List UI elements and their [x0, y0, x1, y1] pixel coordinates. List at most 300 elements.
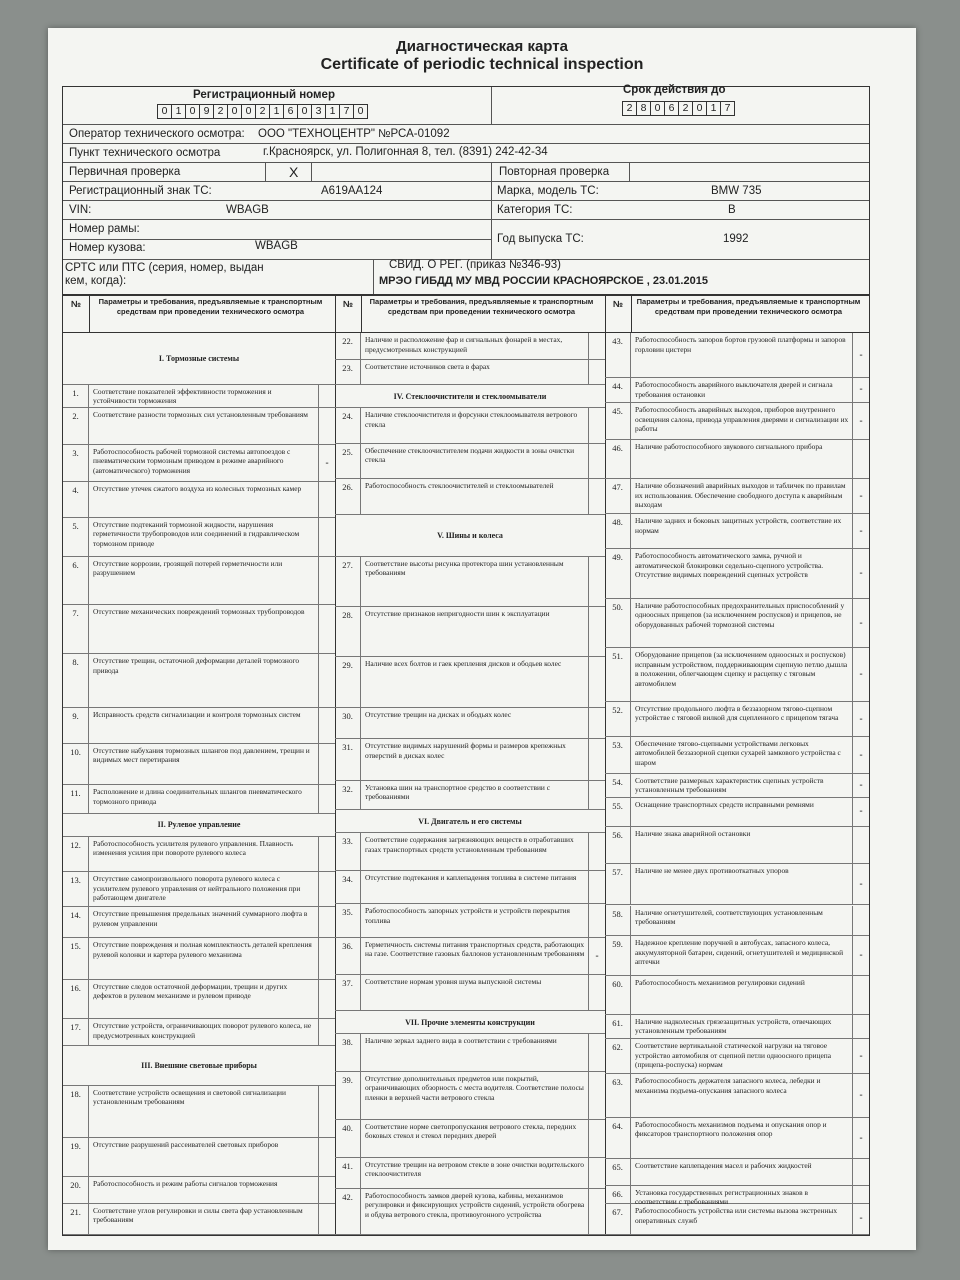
- column-header-number: №: [605, 295, 632, 333]
- item-requirement: Расположение и длина соединительных шлангов пневматического тормозного привода: [93, 787, 302, 806]
- item-mark: [318, 907, 335, 937]
- reg-digit-box: 6: [283, 104, 298, 119]
- item-number: 60.: [605, 976, 631, 1014]
- item-requirement: Отсутствие подтеканий тормозной жидкости, нарушения герметичности трубопроводов или соединений в гидравлическом тормозном приводе: [93, 519, 300, 548]
- item-number: 25.: [335, 444, 361, 479]
- item-number: 8.: [63, 654, 89, 707]
- inspection-item-row: [605, 864, 869, 905]
- item-requirement: Отсутствие признаков непригодности шин к эксплуатации: [365, 609, 550, 619]
- inspection-item-row: [63, 654, 335, 708]
- item-requirement: Отсутствие набухания тормозных шлангов под давлением, трещин и видимых мест перетирания: [93, 745, 310, 765]
- item-requirement: Работоспособность устройства или системы вызова экстренных оперативных служб: [635, 1206, 838, 1225]
- item-number: 12.: [63, 837, 89, 871]
- inspection-item-row: [335, 871, 605, 904]
- item-requirement: Соответствие показателей эффективности торможения и устойчивости торможения: [93, 386, 272, 406]
- item-mark: [318, 385, 335, 407]
- item-mark: [588, 408, 605, 443]
- inspection-item-row: [335, 1189, 605, 1235]
- inspection-item-row: [63, 1138, 335, 1177]
- item-requirement: Работоспособность автоматического замка, ручной и автоматической блокировки седельно-сцепного устройства. Отсутствие видимых повреждений сцепных устройств: [635, 551, 824, 580]
- column-header-title: Параметры и требования, предъявляемые к транспортным средствам при проведении технического осмотра: [636, 297, 861, 316]
- item-requirement: Наличие не менее двух противооткатных упоров: [635, 866, 789, 876]
- item-mark: [318, 518, 335, 556]
- item-mark: [318, 785, 335, 813]
- item-mark: -: [852, 1204, 869, 1234]
- item-mark: [318, 837, 335, 871]
- item-mark: [318, 708, 335, 742]
- section-heading: I. Тормозные системы: [63, 333, 335, 385]
- reg-digit-box: 0: [227, 104, 242, 119]
- valid-digit-box: 8: [636, 101, 651, 116]
- valid-digit-box: 7: [720, 101, 735, 116]
- item-mark: -: [852, 648, 869, 701]
- item-number: 47.: [605, 479, 631, 513]
- inspection-item-row: [605, 798, 869, 827]
- inspection-item-row: [605, 333, 869, 378]
- item-number: 23.: [335, 360, 361, 384]
- item-number: 36.: [335, 938, 361, 975]
- reg-row: [63, 84, 869, 125]
- reg-digit-box: 0: [185, 104, 200, 119]
- item-requirement: Соответствие размерных характеристик сцепных устройств установленным требованиям: [635, 775, 824, 795]
- inspection-item-row: [335, 781, 605, 810]
- vin-row: [63, 201, 869, 220]
- inspection-item-row: [335, 408, 605, 444]
- inspection-item-row: [605, 737, 869, 774]
- item-requirement: Отсутствие механических повреждений тормозных трубопроводов: [93, 606, 305, 616]
- inspection-item-row: [63, 744, 335, 785]
- inspection-items-table: [62, 294, 870, 1236]
- make-label: Марка, модель ТС:: [497, 185, 599, 197]
- column-header: [63, 295, 335, 333]
- item-mark: [852, 976, 869, 1014]
- inspection-item-row: [63, 408, 335, 445]
- item-mark: -: [852, 774, 869, 798]
- item-mark: [318, 557, 335, 604]
- item-mark: [852, 906, 869, 936]
- category-value: B: [728, 204, 736, 216]
- item-mark: -: [852, 549, 869, 597]
- operator-value: ООО "ТЕХНОЦЕНТР" №РСА-01092: [258, 128, 450, 140]
- item-mark: [588, 708, 605, 738]
- item-requirement: Наличие знака аварийной остановки: [635, 829, 751, 839]
- point-row: [63, 144, 869, 163]
- item-number: 5.: [63, 518, 89, 556]
- item-number: 48.: [605, 514, 631, 548]
- item-requirement: Установка государственных регистрационных знаков в соответствии с требованиями: [635, 1187, 808, 1207]
- inspection-item-row: [335, 833, 605, 871]
- item-number: 61.: [605, 1015, 631, 1039]
- item-number: 30.: [335, 708, 361, 738]
- item-requirement: Работоспособность аварийных выходов, приборов внутреннего освещения салона, привода управления дверями и сигнализации их работы: [635, 405, 849, 434]
- item-number: 44.: [605, 378, 631, 402]
- plate-label: Регистрационный знак ТС:: [69, 185, 212, 197]
- item-mark: -: [852, 333, 869, 377]
- item-requirement: Отсутствие трещин, остаточной деформации деталей тормозного привода: [93, 656, 300, 675]
- item-requirement: Наличие зеркал заднего вида в соответствии с требованиями: [365, 1036, 557, 1046]
- item-mark: -: [588, 938, 605, 975]
- column-header: [335, 295, 605, 333]
- item-mark: [588, 333, 605, 359]
- item-requirement: Отсутствие коррозии, грозящей потерей герметичности или разрушением: [93, 558, 283, 578]
- item-number: 18.: [63, 1086, 89, 1137]
- items-column-3: [605, 295, 869, 1235]
- item-mark: [318, 744, 335, 784]
- operator-row: [63, 125, 869, 144]
- item-requirement: Соответствие источников света в фарах: [365, 362, 490, 372]
- reg-digit-box: 2: [213, 104, 228, 119]
- item-number: 22.: [335, 333, 361, 359]
- item-mark: [318, 1086, 335, 1137]
- valid-digit-box: 1: [706, 101, 721, 116]
- item-number: 67.: [605, 1204, 631, 1234]
- inspection-item-row: [605, 514, 869, 549]
- item-mark: -: [852, 936, 869, 974]
- title-en: Certificate of periodic technical inspection: [320, 56, 644, 73]
- reg-digit-box: 0: [353, 104, 368, 119]
- item-requirement: Отсутствие превышения предельных значений суммарного люфта в рулевом управлении: [93, 909, 308, 928]
- primary-label: Первичная проверка: [69, 166, 181, 178]
- item-mark: [318, 872, 335, 906]
- item-mark: [318, 938, 335, 978]
- item-requirement: Работоспособность механизмов подъема и опускания опор и фиксаторов транспортного положения опор: [635, 1119, 827, 1139]
- valid-digit-box: 0: [650, 101, 665, 116]
- srts-value-2: МРЭО ГИБДД МУ МВД РОССИИ КРАСНОЯРСКОЕ , 23.01.2015: [379, 275, 708, 287]
- item-number: 59.: [605, 936, 631, 974]
- body-value: WBAGB: [255, 240, 298, 252]
- item-number: 17.: [63, 1019, 89, 1045]
- item-mark: -: [852, 1074, 869, 1116]
- frame-body-row: [63, 220, 869, 260]
- vin-label: VIN:: [69, 204, 92, 216]
- inspection-item-row: [335, 975, 605, 1011]
- inspection-item-row: [335, 1034, 605, 1072]
- item-number: 26.: [335, 479, 361, 514]
- inspection-item-row: [335, 904, 605, 937]
- reg-number-boxes: [158, 104, 368, 119]
- title-ru: Диагностическая карта: [396, 38, 568, 55]
- item-mark: [588, 444, 605, 479]
- item-mark: -: [852, 1039, 869, 1073]
- primary-check-mark: X: [289, 164, 299, 180]
- item-requirement: Отсутствие подтекания и каплепадения топлива в системе питания: [365, 872, 577, 882]
- plate-value: А619АА124: [321, 185, 383, 197]
- item-number: 10.: [63, 744, 89, 784]
- item-requirement: Работоспособность и режим работы сигналов торможения: [93, 1178, 278, 1188]
- inspection-item-row: [605, 599, 869, 648]
- item-number: 13.: [63, 872, 89, 906]
- inspection-item-row: [63, 1204, 335, 1235]
- inspection-item-row: [335, 444, 605, 480]
- inspection-item-row: [335, 1072, 605, 1120]
- item-number: 52.: [605, 702, 631, 736]
- item-requirement: Надежное крепление поручней в автобусах, запасного колеса, аккумуляторной батареи, сидений, огнетушителей и медицинской аптечки: [635, 938, 844, 967]
- item-number: 19.: [63, 1138, 89, 1176]
- item-mark: [588, 479, 605, 514]
- vin-value: WBAGB: [226, 204, 269, 216]
- item-requirement: Работоспособность стеклоочистителей и стеклоомывателей: [365, 481, 554, 491]
- item-number: 43.: [605, 333, 631, 377]
- srts-label: СРТС или ПТС (серия, номер, выдан кем, когда):: [65, 262, 264, 287]
- item-number: 57.: [605, 864, 631, 904]
- item-requirement: Наличие обозначений аварийных выходов и табличек по правилам их использования. Обеспечение свободного доступа к аварийным выходам: [635, 481, 846, 510]
- frame-label: Номер рамы:: [69, 223, 140, 235]
- column-header-number: №: [63, 295, 90, 333]
- item-requirement: Наличие работоспособных предохранительных приспособлений у одноосных прицепов (за исключением роспусков) и прицепов, не оборудованных рабочей тормозной системы: [635, 600, 845, 629]
- item-mark: [318, 1204, 335, 1234]
- item-number: 38.: [335, 1034, 361, 1071]
- item-requirement: Соответствие содержания загрязняющих веществ в отработавших газах транспортных средств установленным требованиям: [365, 835, 574, 854]
- inspection-item-row: [335, 739, 605, 781]
- section-heading: II. Рулевое управление: [63, 814, 335, 837]
- inspection-item-row: [335, 333, 605, 360]
- item-requirement: Соответствие высоты рисунка протектора шин установленным требованиям: [365, 558, 564, 578]
- item-number: 51.: [605, 648, 631, 701]
- reg-digit-box: 2: [255, 104, 270, 119]
- item-number: 40.: [335, 1120, 361, 1157]
- inspection-item-row: [605, 1118, 869, 1159]
- inspection-item-row: [335, 479, 605, 515]
- item-requirement: Работоспособность рабочей тормозной системы автопоездов с пневматическим тормозным приводом в режиме аварийного (автоматического) торможения: [93, 446, 291, 475]
- valid-label: Срок действия до: [623, 84, 726, 96]
- item-requirement: Отсутствие следов остаточной деформации, трещин и других дефектов в рулевом механизме и рулевом приводе: [93, 981, 288, 1001]
- item-mark: [318, 654, 335, 707]
- inspection-item-row: [335, 607, 605, 657]
- item-number: 35.: [335, 904, 361, 936]
- inspection-item-row: [605, 403, 869, 440]
- item-number: 15.: [63, 938, 89, 978]
- item-number: 1.: [63, 385, 89, 407]
- inspection-item-row: [605, 774, 869, 799]
- item-number: 14.: [63, 907, 89, 937]
- item-mark: [588, 1034, 605, 1071]
- category-label: Категория ТС:: [497, 204, 573, 216]
- item-mark: [318, 482, 335, 516]
- item-number: 64.: [605, 1118, 631, 1158]
- reg-digit-box: 0: [297, 104, 312, 119]
- item-number: 21.: [63, 1204, 89, 1234]
- item-requirement: Наличие надколесных грязезащитных устройств, отвечающих установленным требованиям: [635, 1016, 832, 1036]
- item-requirement: Отсутствие самопроизвольного поворота рулевого колеса с усилителем рулевого управления от нейтрального положения при работающем двигателе: [93, 874, 301, 903]
- inspection-item-row: [335, 938, 605, 976]
- section-heading: III. Внешние световые приборы: [63, 1046, 335, 1085]
- item-mark: [852, 1159, 869, 1185]
- item-mark: -: [852, 403, 869, 439]
- inspection-item-row: [63, 482, 335, 517]
- item-mark: [588, 871, 605, 903]
- item-requirement: Работоспособность запорных устройств и устройств перекрытия топлива: [365, 906, 570, 925]
- inspection-item-row: [605, 1204, 869, 1235]
- item-requirement: Наличие огнетушителей, соответствующих установленным требованиям: [635, 907, 823, 926]
- column-header-title: Параметры и требования, предъявляемые к транспортным средствам при проведении технического осмотра: [369, 297, 594, 316]
- section-heading: VI. Двигатель и его системы: [335, 810, 605, 833]
- inspection-item-row: [605, 479, 869, 514]
- inspection-item-row: [335, 1158, 605, 1189]
- item-number: 45.: [605, 403, 631, 439]
- make-value: BMW 735: [711, 185, 762, 197]
- item-requirement: Работоспособность механизмов регулировки сидений: [635, 977, 805, 987]
- section-heading: IV. Стеклоочистители и стеклоомыватели: [335, 385, 605, 408]
- reg-label: Регистрационный номер: [193, 89, 335, 101]
- item-requirement: Отсутствие утечек сжатого воздуха из колесных тормозных камер: [93, 484, 302, 494]
- item-mark: -: [318, 445, 335, 481]
- item-number: 55.: [605, 798, 631, 826]
- item-number: 34.: [335, 871, 361, 903]
- year-label: Год выпуска ТС:: [497, 233, 584, 245]
- reg-digit-box: 3: [311, 104, 326, 119]
- item-number: 56.: [605, 827, 631, 863]
- item-requirement: Отсутствие разрушений рассеивателей световых приборов: [93, 1139, 279, 1149]
- item-number: 11.: [63, 785, 89, 813]
- item-number: 4.: [63, 482, 89, 516]
- item-mark: [588, 657, 605, 706]
- item-number: 62.: [605, 1039, 631, 1073]
- item-mark: -: [852, 1118, 869, 1158]
- item-number: 7.: [63, 605, 89, 654]
- inspection-item-row: [63, 980, 335, 1019]
- item-requirement: Отсутствие дополнительных предметов или покрытий, ограничивающих обзорность с места водителя. Соответствие полосы пленки в верхней части ветрового стекла: [365, 1073, 584, 1102]
- inspection-item-row: [605, 702, 869, 737]
- item-requirement: Установка шин на транспортное средство в соответствии с требованиями: [365, 782, 551, 802]
- item-mark: [318, 1138, 335, 1176]
- inspection-item-row: [605, 906, 869, 937]
- inspection-item-row: [63, 1019, 335, 1046]
- items-column-1: [63, 295, 336, 1235]
- item-number: 39.: [335, 1072, 361, 1119]
- item-requirement: Соответствие углов регулировки и силы света фар установленным требованиям: [93, 1205, 303, 1225]
- item-mark: [852, 827, 869, 863]
- item-number: 28.: [335, 607, 361, 656]
- item-mark: [852, 1186, 869, 1204]
- item-requirement: Герметичность системы питания транспортных средств, работающих на газе. Соответствие газовых баллонов установленным требованиям: [365, 939, 585, 959]
- item-number: 33.: [335, 833, 361, 870]
- item-requirement: Отсутствие устройств, ограничивающих поворот рулевого колеса, не предусмотренных конструкцией: [93, 1021, 312, 1040]
- inspection-item-row: [63, 557, 335, 605]
- section-heading: V. Шины и колеса: [335, 515, 605, 557]
- item-requirement: Работоспособность замков дверей кузова, кабины, механизмов регулировки и фиксирующих устройств сидений, устройств обогрева и обдува ветрового стекла, противоугонного устройства: [365, 1190, 585, 1219]
- item-requirement: Оборудование прицепов (за исключением одноосных и роспусков) исправным устройством, поддерживающим сцепную петлю дышла в положении, облегчающем сцепку и расцепку с тяговым автомобилем: [635, 650, 848, 688]
- item-mark: [588, 781, 605, 809]
- item-number: 27.: [335, 557, 361, 606]
- item-requirement: Соответствие вертикальной статической нагрузки на тяговое устройство автомобиля от сцепной петли одноосного прицепа (прицепа-роспуска) нормам: [635, 1041, 831, 1070]
- item-requirement: Обеспечение тягово-сцепными устройствами легковых автомобилей беззазорной сцепки сухарей замкового устройства с шаром: [635, 738, 841, 767]
- item-number: 29.: [335, 657, 361, 706]
- item-number: 65.: [605, 1159, 631, 1185]
- inspection-item-row: [605, 1074, 869, 1117]
- year-value: 1992: [723, 233, 749, 245]
- valid-digit-box: 2: [678, 101, 693, 116]
- column-header-number: №: [335, 295, 362, 333]
- valid-digit-box: 2: [622, 101, 637, 116]
- srts-value-1: СВИД. О РЕГ. (приказ №346-93): [389, 259, 561, 271]
- item-mark: [588, 1120, 605, 1157]
- inspection-item-row: [335, 708, 605, 739]
- item-requirement: Отсутствие видимых нарушений формы и размеров крепежных отверстий в дисках колес: [365, 741, 566, 760]
- item-number: 46.: [605, 440, 631, 478]
- inspection-item-row: [63, 1086, 335, 1138]
- item-requirement: Отсутствие трещин на ветровом стекле в зоне очистки водительского стеклоочистителя: [365, 1159, 584, 1179]
- valid-digit-box: 0: [692, 101, 707, 116]
- item-requirement: Отсутствие повреждения и полная комплектность деталей крепления рулевой колонки и картера рулевого механизма: [93, 940, 312, 959]
- item-requirement: Наличие работоспособного звукового сигнального прибора: [635, 442, 823, 452]
- point-label: Пункт технического осмотра: [69, 147, 221, 159]
- item-requirement: Работоспособность аварийного выключателя дверей и сигнала требования остановки: [635, 380, 833, 399]
- item-requirement: Соответствие нормам уровня шума выпускной системы: [365, 977, 542, 987]
- item-requirement: Соответствие каплепадения масел и рабочих жидкостей: [635, 1160, 812, 1170]
- item-number: 2.: [63, 408, 89, 444]
- item-requirement: Отсутствие продольного люфта в беззазорном тягово-сцепном устройстве с тяговой вилкой для сцепленного с прицепом тягача: [635, 703, 839, 723]
- item-mark: [588, 607, 605, 656]
- inspection-item-row: [63, 708, 335, 743]
- reg-digit-box: 1: [171, 104, 186, 119]
- item-number: 32.: [335, 781, 361, 809]
- inspection-item-row: [605, 1159, 869, 1186]
- item-mark: [588, 1189, 605, 1234]
- items-column-2: [335, 295, 606, 1235]
- inspection-item-row: [605, 936, 869, 975]
- inspection-item-row: [63, 445, 335, 482]
- reg-digit-box: 7: [339, 104, 354, 119]
- column-header-title: Параметры и требования, предъявляемые к транспортным средствам при проведении технического осмотра: [98, 297, 323, 316]
- item-mark: [588, 1158, 605, 1188]
- item-mark: [318, 408, 335, 444]
- inspection-item-row: [605, 1015, 869, 1040]
- item-mark: [588, 904, 605, 936]
- inspection-item-row: [605, 827, 869, 864]
- item-requirement: Обеспечение стеклоочистителем подачи жидкости в зоны очистки стекла: [365, 445, 575, 465]
- item-mark: [588, 739, 605, 780]
- item-requirement: Работоспособность запоров бортов грузовой платформы и запоров горловин цистерн: [635, 335, 846, 354]
- reg-digit-box: 9: [199, 104, 214, 119]
- item-requirement: Соответствие норме светопропускания ветрового стекла, передних боковых стекол и стекол передних дверей: [365, 1121, 577, 1141]
- item-mark: [588, 1072, 605, 1119]
- valid-digit-box: 6: [664, 101, 679, 116]
- reg-digit-box: 0: [241, 104, 256, 119]
- srts-row: [63, 260, 869, 295]
- operator-label: Оператор технического осмотра:: [69, 128, 245, 140]
- item-mark: [318, 1177, 335, 1203]
- inspection-item-row: [63, 837, 335, 872]
- item-mark: [588, 557, 605, 606]
- item-mark: -: [852, 702, 869, 736]
- item-requirement: Наличие всех болтов и гаек крепления дисков и ободьев колес: [365, 659, 562, 669]
- item-requirement: Наличие задних и боковых защитных устройств, соответствие их нормам: [635, 516, 842, 535]
- item-mark: [588, 975, 605, 1010]
- item-requirement: Исправность средств сигнализации и контроля тормозных систем: [93, 710, 301, 720]
- item-mark: [852, 1015, 869, 1039]
- item-requirement: Наличие и расположение фар и сигнальных фонарей в местах, предусмотренных конструкцией: [365, 335, 563, 354]
- item-mark: [318, 605, 335, 654]
- item-mark: -: [852, 737, 869, 773]
- inspection-item-row: [605, 648, 869, 702]
- item-mark: [318, 1019, 335, 1045]
- item-number: 6.: [63, 557, 89, 604]
- inspection-item-row: [335, 657, 605, 707]
- item-number: 49.: [605, 549, 631, 597]
- item-requirement: Соответствие разности тормозных сил установленным требованиям: [93, 409, 308, 419]
- header-block: [62, 86, 870, 296]
- item-number: 9.: [63, 708, 89, 742]
- reg-digit-box: 1: [269, 104, 284, 119]
- item-number: 53.: [605, 737, 631, 773]
- item-number: 42.: [335, 1189, 361, 1234]
- item-number: 66.: [605, 1186, 631, 1204]
- inspection-item-row: [63, 938, 335, 979]
- item-mark: [588, 360, 605, 384]
- inspection-item-row: [605, 440, 869, 479]
- item-mark: -: [852, 378, 869, 402]
- reg-digit-box: 1: [325, 104, 340, 119]
